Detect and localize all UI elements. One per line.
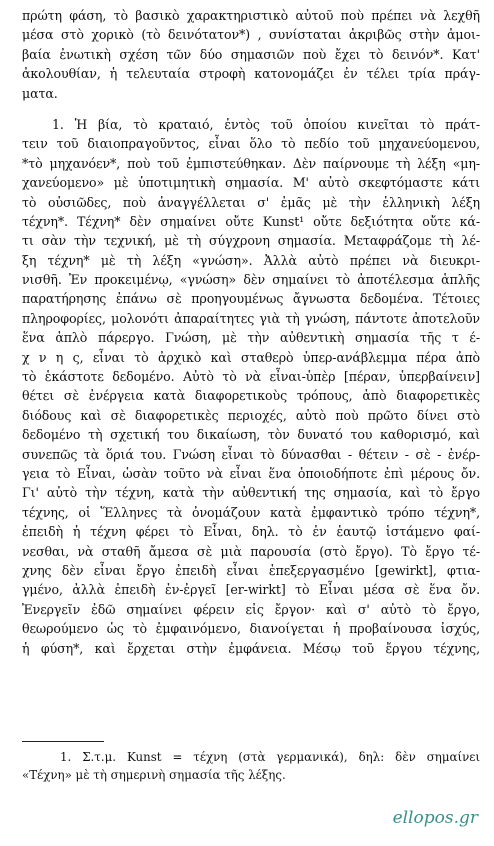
text-line: ἕνα ἁπλὸ πάρεργο. Γνώση, μὲ τὴν αὐθεντικὴ σημασία τῆς τ έ-: [22, 330, 480, 346]
text-line: τειν τοῦ διαιοπραγοῦντος, εἶναι ὅλο τὸ πεδίο τοῦ μηχανεύομενου,: [22, 136, 480, 152]
footnote-line: «Τέχνη» μὲ τὴ σημερινὴ σημασία τῆς λέξης.: [22, 768, 286, 782]
text-line: βαία ἐνωτικὴ σχέση τῶν δύο σημασιῶν ποὺ ἔχει τὸ δεινόν*. Κατ': [22, 46, 480, 62]
text-line: χ ν η ς, εἶναι τὸ ἀρχικὸ καὶ σταθερὸ ὑπερ-ανάβλεμμα πέρα ἀπὸ: [22, 349, 480, 365]
text-line: συνεπῶς τὰ ὅριά του. Γνώση εἶναι τὸ δύνασθαι - θέτειν - σὲ - ἐνέρ-: [22, 446, 480, 462]
text-line: πρώτη φάση, τὸ βασικὸ χαρακτηριστικὸ αὐτοῦ ποὺ πρέπει νὰ λεχθῆ: [22, 8, 480, 23]
text-line: γμένο, ἀλλὰ ἐπειδὴ ἐν-ἐργεῖ [er-wirkt] τὸ Εἶναι μέσα σὲ ἕνα ὄν.: [22, 582, 480, 598]
text-line: τέχνη*. Τέχνη* δὲν σημαίνει οὔτε Kunst¹ οὔτε δεξιότητα οὔτε κά-: [22, 213, 480, 229]
text-line: θέτει σὲ ἐνέργεια κατὰ διαφορετικοὺς τρόπους, ἀπὸ διαφορετικὲς: [22, 388, 480, 404]
text-line: δεδομένο τὴ σχετική του δικαίωση, τὸν δυνατό του καθορισμό, καὶ: [22, 427, 480, 443]
text-line: γεια τὸ Εἶναι, ὡσὰν τοῦτο νὰ εἶναι ἕνα ὁποιοδήποτε ἐπὶ μέρους ὄν.: [22, 465, 480, 481]
text-line: χανεύομενο» μὲ ὑποτιμητικὴ σημασία. Μ' αὐτὸ σκεφτόμαστε κάτι: [22, 175, 480, 191]
footnote-divider: [22, 741, 104, 742]
footnote-line: 1. Σ.τ.μ. Kunst = τέχνη (στὰ γερμανικά), δηλ: δὲν σημαίνει: [60, 750, 480, 764]
text-line: παρατήρησης ἐπάνω σὲ προηγουμένως ἄγνωστα δεδομένα. Τέτοιες: [22, 291, 480, 307]
text-line: θεωρούμενο ὡς τὸ ἐμφαινόμενο, διανοίγεται ἡ προβαίνουσα ἰσχύς,: [22, 621, 480, 637]
text-line: νισθῆ. Ἐν προκειμένῳ, «γνώση» δὲν σημαίνει τὸ ἀποτέλεσμα ἁπλῆς: [22, 272, 480, 288]
text-line: μέσα στὸ χορικὸ (τὸ δεινότατον*) , συνίσταται ἀκριβῶς στὴν ἀμοι-: [22, 27, 480, 43]
page-body: [22, 6, 480, 658]
text-line: *τὸ μηχανόεν*, ποὺ τοῦ ἐμπιστεύθηκαν. Δὲν παίρνουμε τὴ λέξη «μη-: [22, 155, 480, 171]
text-line: ἡ φύση*, καὶ ἔρχεται στὴν ἐμφάνεια. Μέσῳ τοῦ ἔργου τέχνης,: [22, 640, 480, 656]
text-line: Γι' αὐτὸ τὴν τέχνη, κατὰ τὴν αὐθεντική της σημασία, καὶ τὸ ἔργο: [22, 485, 480, 501]
text-line: χνης δὲν εἶναι ἔργο ἐπειδὴ εἶναι ἐπεξεργασμένο [gewirkt], φτια-: [22, 562, 480, 578]
text-line: νεσθαι, νὰ σταθῆ ἄμεσα σὲ μιὰ παρουσία (στὸ ἔργο). Τὸ ἔργο τέ-: [22, 543, 480, 559]
text-line: Ἐνεργεῖν ἐδῶ σημαίνει φέρειν εἰς ἔργον· καὶ σ' αὐτὸ τὸ ἔργο,: [22, 601, 480, 617]
paragraph-2: [22, 115, 480, 658]
text-line: ἐπειδὴ ἡ τέχνη φέρει τὸ Εἶναι, δηλ. τὸ ἐν ἑαυτῷ ἱστάμενο φαί-: [22, 524, 480, 540]
text-line: πληροφορίες, μολονότι ἀπαραίτητες γιὰ τὴ γνώση, πάντοτε ἀποτελοῦν: [22, 310, 480, 326]
paragraph-gap: [22, 103, 480, 115]
text-line: 1. Ἡ βία, τὸ κραταιό, ἐντὸς τοῦ ὁποίου κινεῖται τὸ πράτ-: [52, 116, 480, 132]
text-line: ξη τέχνη* μὲ τὴ λέξη «γνώση». Ἀλλὰ αὐτὸ πρέπει νὰ διευκρι-: [22, 252, 480, 268]
site-watermark: ellopos.gr: [392, 808, 478, 828]
text-line: τὸ οὐσιῶδες, ποὺ ἀναγγέλλεται σ' ἐμᾶς μὲ τὴν ἑλληνικὴ λέξη: [22, 194, 480, 210]
text-line: τέχνης, οἱ Ἕλληνες τὰ ὀνομάζουν κατὰ ἐμφαντικὸ τρόπο τέχνη*,: [22, 504, 480, 520]
footnotes: [22, 748, 480, 784]
text-line: τι σὰν τὴν τεχνική, μὲ τὴ σύγχρονη σημασία. Μεταφράζομε τὴ λέ-: [22, 233, 480, 249]
paragraph-1: [22, 6, 480, 103]
text-line: διόδους καὶ σὲ διαφορετικὲς περιοχές, αὐτὸ ποὺ πρῶτο δίνει στὸ: [22, 407, 480, 423]
text-line: ἀκολουθίαν, ἡ τελευταία στροφὴ κατονομάζει ἐν τέλει τρία πράγ-: [22, 66, 480, 82]
text-line: τὸ ἑκάστοτε δεδομένο. Αὐτὸ τὸ νὰ εἶναι-ὑπὲρ [πέραν, ὑπερβαίνειν]: [22, 369, 480, 385]
text-line: ματα.: [22, 85, 58, 101]
